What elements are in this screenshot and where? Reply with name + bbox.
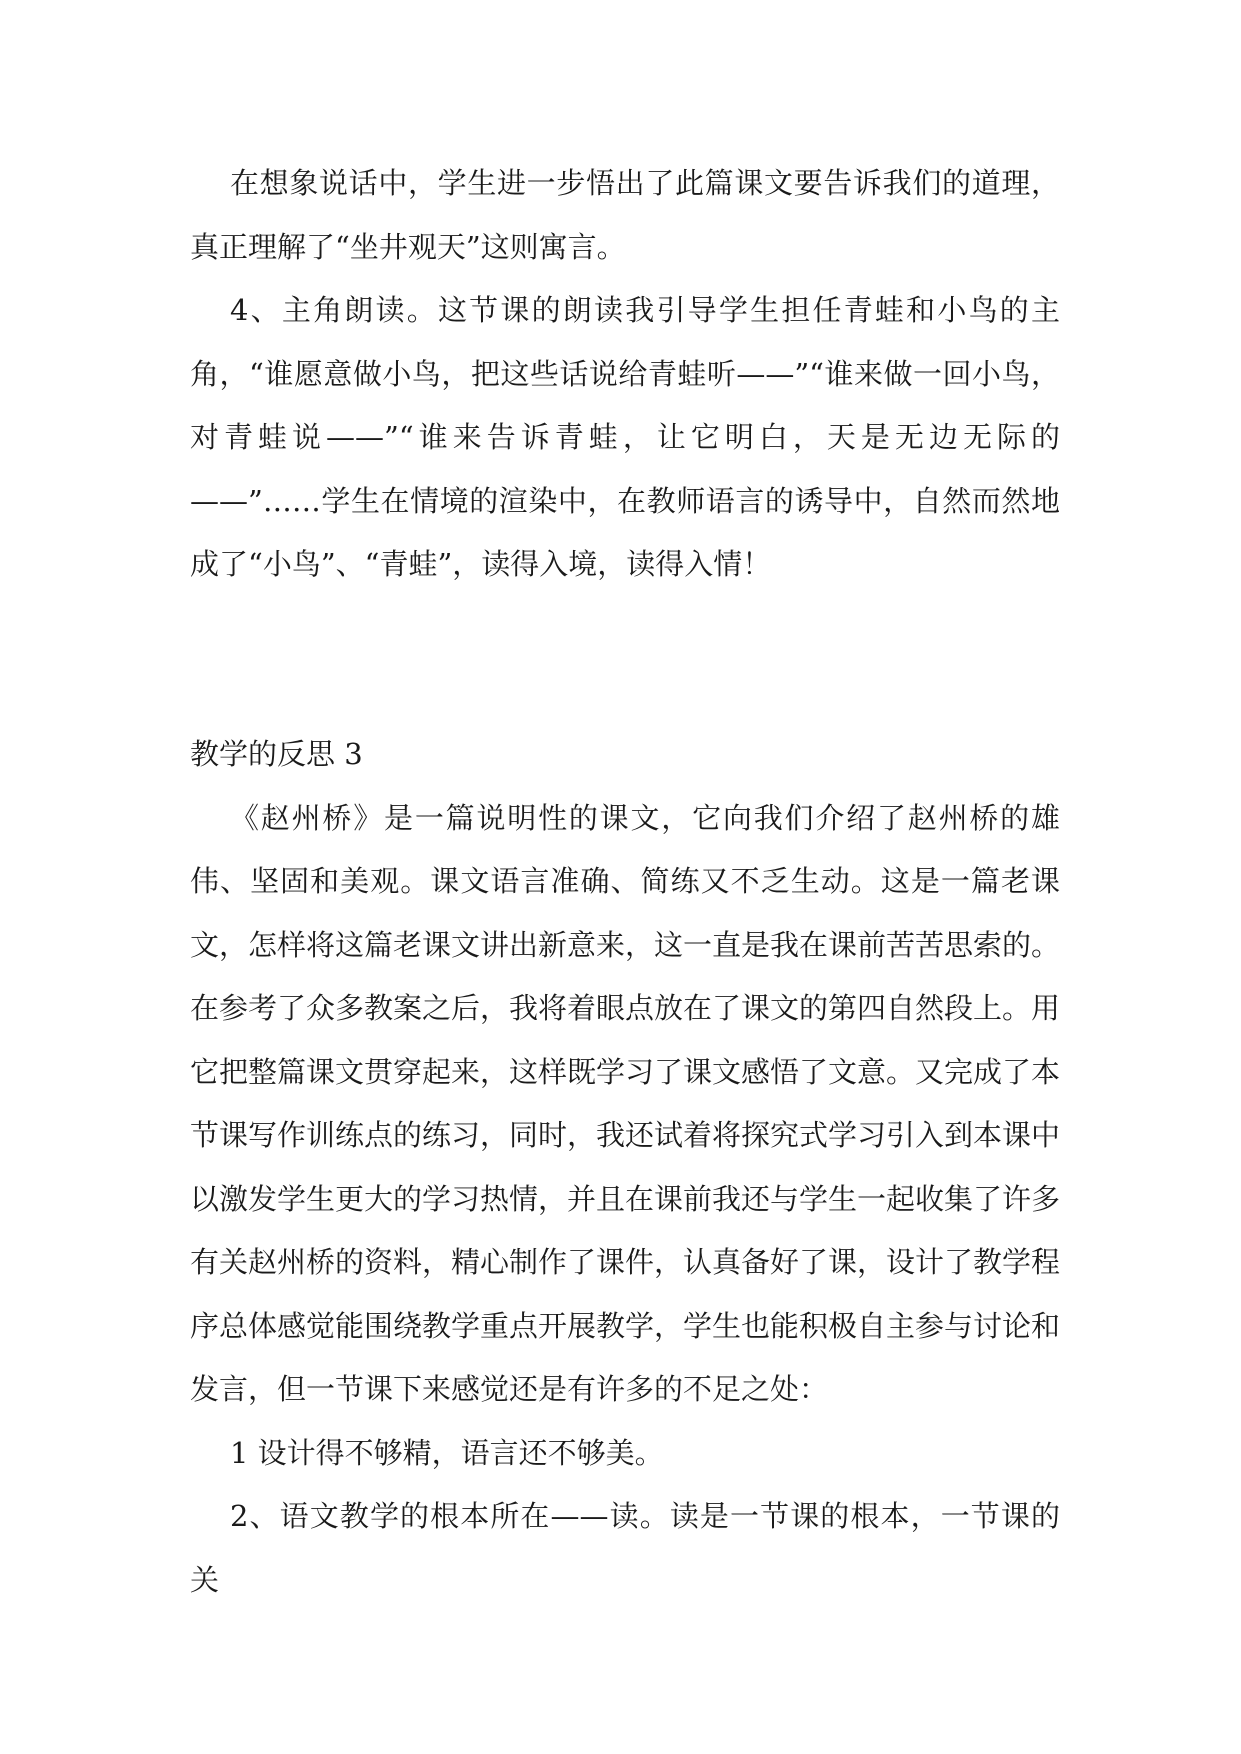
- paragraph-zhaozhou-bridge: 《赵州桥》是一篇说明性的课文，它向我们介绍了赵州桥的雄伟、坚固和美观。课文语言准确、简练又不乏生动。这是一篇老课文，怎样将这篇老课文讲出新意来，这一直是我在课前苦苦思索的。在参考了众多教案之后，我将着眼点放在了课文的第四自然段上。用它把整篇课文贯穿起来，这样既学习了课文感悟了文意。又完成了本节课写作训练点的练习，同时，我还试着将探究式学习引入到本课中以激发学生更大的学习热情，并且在课前我还与学生一起收集了许多有关赵州桥的资料，精心制作了课件，认真备好了课，设计了教学程序总体感觉能围绕教学重点开展教学，学生也能积极自主参与讨论和发言，但一节课下来感觉还是有许多的不足之处：: [190, 800, 1061, 1406]
- paragraph-role-reading: 4、主角朗读。这节课的朗读我引导学生担任青蛙和小鸟的主角，“谁愿意做小鸟，把这些话说给青蛙听——”“谁来做一回小鸟，对青蛙说——”“谁来告诉青蛙，让它明白，天是无边无际的——”……学生在情境的渲染中，在教师语言的诱导中，自然而然地成了“小鸟”、“青蛙”，读得入境，读得入情！: [190, 293, 1060, 581]
- paragraph-point-1: 1 设计得不够精，语言还不够美。: [230, 1435, 664, 1470]
- reflection-part-3: [190, 723, 1060, 1612]
- reflection-part-1: [190, 152, 1060, 597]
- paragraph-imagination: 在想象说话中，学生进一步悟出了此篇课文要告诉我们的道理，真正理解了“坐井观天”这则寓言。: [190, 166, 1060, 264]
- paragraph-point-2: 2、语文教学的根本所在——读。读是一节课的根本，一节课的关: [190, 1499, 1060, 1597]
- section-title: 教学的反思 3: [190, 737, 363, 771]
